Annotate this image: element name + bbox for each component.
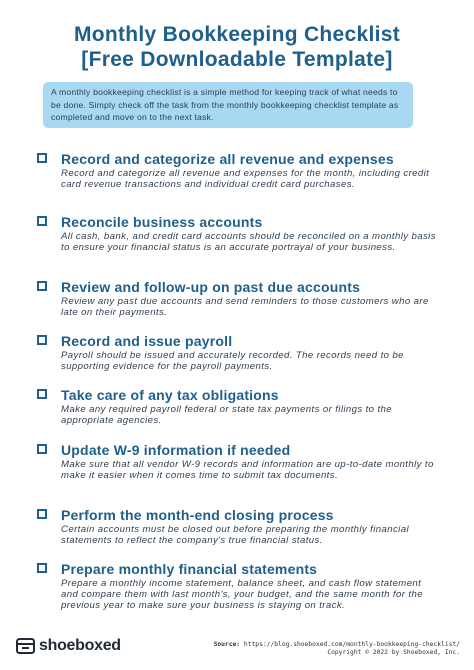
task-title: Prepare monthly financial statements (61, 561, 318, 577)
task-title: Record and issue payroll (61, 333, 233, 349)
intro-box: A monthly bookkeeping checklist is a simple method for keeping track of what needs to be done. Simply check off the task from the monthly bookkeeping checklist template as completed and move on to the next task. (43, 82, 413, 128)
title-line-1: Monthly Bookkeeping Checklist (73, 23, 401, 46)
copyright: Copyright © 2022 by Shoeboxed, Inc. (327, 649, 460, 656)
task-description: Prepare a monthly income statement, balance sheet, and cash flow statement and compare them with last month's, your budget, and the same month for the previous year to make sure your business is staying on track. (61, 578, 423, 611)
task-title: Reconcile business accounts (61, 214, 263, 230)
task-description: Make sure that all vendor W-9 records and information are up-to-date monthly to make it easier when it comes time to submit tax documents. (61, 459, 434, 481)
shoeboxed-logo (16, 637, 121, 655)
shoebox-icon (16, 638, 35, 654)
task-description: Payroll should be issued and accurately recorded. The records need to be supporting evidence for the payroll payments. (61, 350, 404, 372)
task-description: Certain accounts must be closed out before preparing the monthly financial statements to reflect the company's true financial status. (61, 524, 409, 546)
checkbox[interactable] (37, 281, 47, 291)
task-title: Record and categorize all revenue and expenses (61, 151, 394, 167)
checkbox[interactable] (37, 563, 47, 573)
checkbox[interactable] (37, 389, 47, 399)
task-description: Review any past due accounts and send reminders to those customers who are late on their payments. (61, 296, 429, 318)
checkbox[interactable] (37, 444, 47, 454)
source-link[interactable]: https://blog.shoeboxed.com/monthly-bookkeeping-checklist/ (243, 641, 460, 648)
task-description: Make any required payroll federal or state tax payments or filings to the appropriate agencies. (61, 404, 393, 426)
task-title: Update W-9 information if needed (61, 442, 291, 458)
logo-text: shoeboxed (39, 637, 121, 654)
checkbox[interactable] (37, 509, 47, 519)
task-title: Take care of any tax obligations (61, 387, 279, 403)
task-title: Perform the month-end closing process (61, 507, 334, 523)
footer (214, 641, 460, 657)
checkbox[interactable] (37, 335, 47, 345)
task-title: Review and follow-up on past due accounts (61, 279, 361, 295)
checkbox[interactable] (37, 216, 47, 226)
checkbox[interactable] (37, 153, 47, 163)
source-line (214, 641, 460, 649)
source-label: Source: (213, 641, 241, 648)
task-description: Record and categorize all revenue and expenses for the month, including credit card revenue transactions and individual credit card purchases. (61, 168, 430, 190)
task-description: All cash, bank, and credit card accounts should be reconciled on a monthly basis to ensure your financial status is an accurate portrayal of your business. (61, 231, 436, 253)
page-title (0, 22, 474, 72)
title-line-2: [Free Downloadable Template] (81, 48, 393, 71)
